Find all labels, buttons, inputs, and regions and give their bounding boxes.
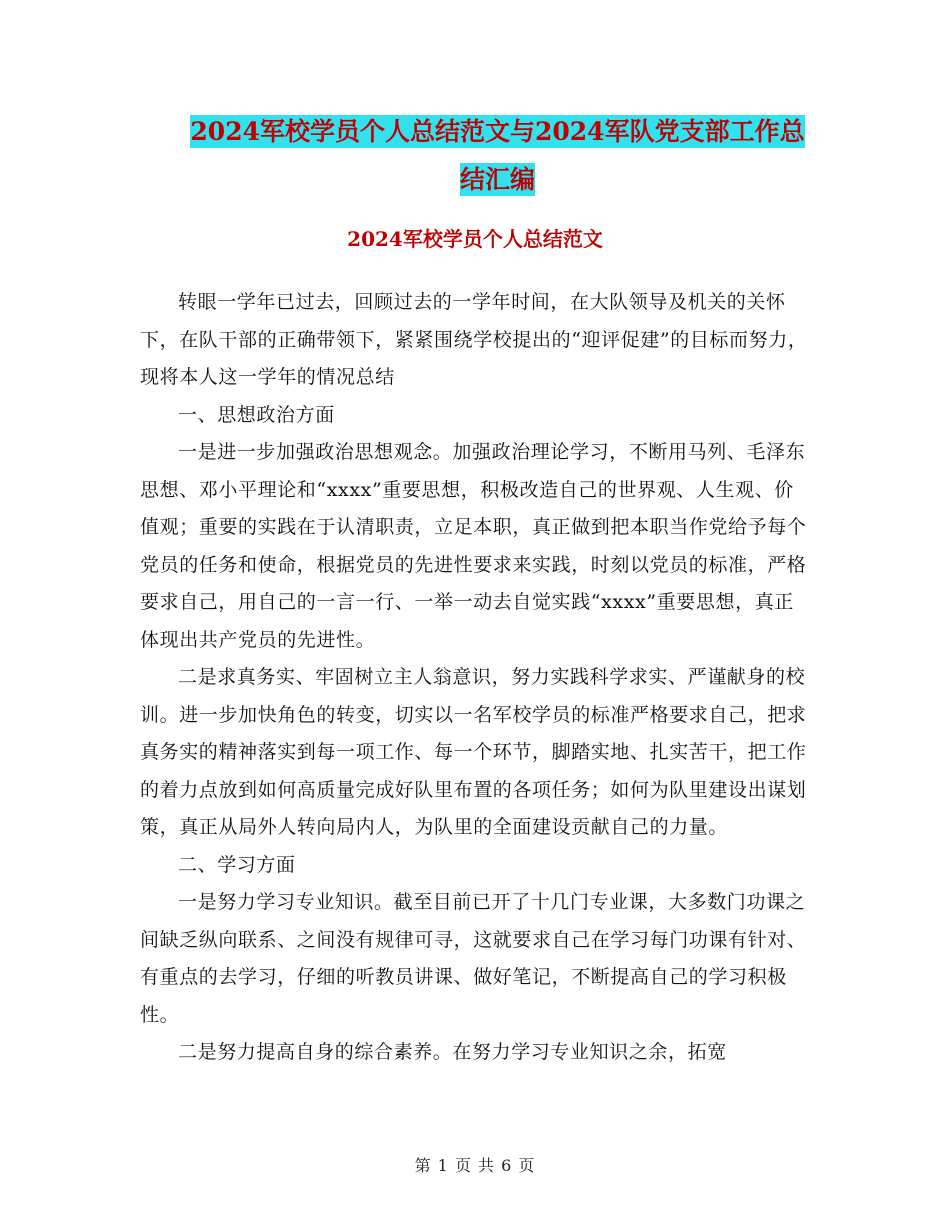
- title-line-1: 2024军校学员个人总结范文与2024军队党支部工作总: [190, 117, 805, 146]
- paragraph: 一是努力学习专业知识。截至目前已开了十几门专业课，大多数门功课之间缺乏纵向联系、之间没有规律可寻，这就要求自己在学习每门功课有针对、有重点的去学习，仔细的听教员讲课、做好笔记，不断提高自己的学习积极性。: [140, 891, 807, 1026]
- paragraph: 二是求真务实、牢固树立主人翁意识，努力实践科学求实、严谨献身的校训。进一步加快角色的转变，切实以一名军校学员的标准严格要求自己，把求真务实的精神落实到每一项工作、每一个环节，脚踏实地、扎实苦干，把工作的着力点放到如何高质量完成好队里布置的各项任务；如何为队里建设出谋划策，真正从局外人转向局内人，为队里的全面建设贡献自己的力量。: [140, 666, 807, 838]
- page-footer: 第 1 页 共 6 页: [414, 1156, 536, 1175]
- title-line-2: 结汇编: [459, 165, 535, 194]
- body-text: [140, 284, 812, 1072]
- section-subtitle: 2024军校学员个人总结范文: [347, 227, 603, 251]
- paragraph: 二是努力提高自身的综合素养。在努力学习专业知识之余，拓宽: [178, 1041, 727, 1063]
- document-title: [140, 108, 855, 204]
- paragraph: 转眼一学年已过去，回顾过去的一学年时间，在大队领导及机关的关怀下，在队干部的正确带领下，紧紧围绕学校提出的“迎评促建”的目标而努力，现将本人这一学年的情况总结: [140, 291, 808, 388]
- paragraph: 一是进一步加强政治思想观念。加强政治理论学习，不断用马列、毛泽东思想、邓小平理论和“xxxx”重要思想，积极改造自己的世界观、人生观、价值观；重要的实践在于认清职责，立足本职，真正做到把本职当作党给予每个党员的任务和使命，根据党员的先进性要求来实践，时刻以党员的标准，严格要求自己，用自己的一言一行、一举一动去自觉实践“xxxx”重要思想，真正体现出共产党员的先进性。: [140, 441, 807, 651]
- section-heading: 二、学习方面: [178, 853, 296, 876]
- section-heading: 一、思想政治方面: [178, 403, 335, 426]
